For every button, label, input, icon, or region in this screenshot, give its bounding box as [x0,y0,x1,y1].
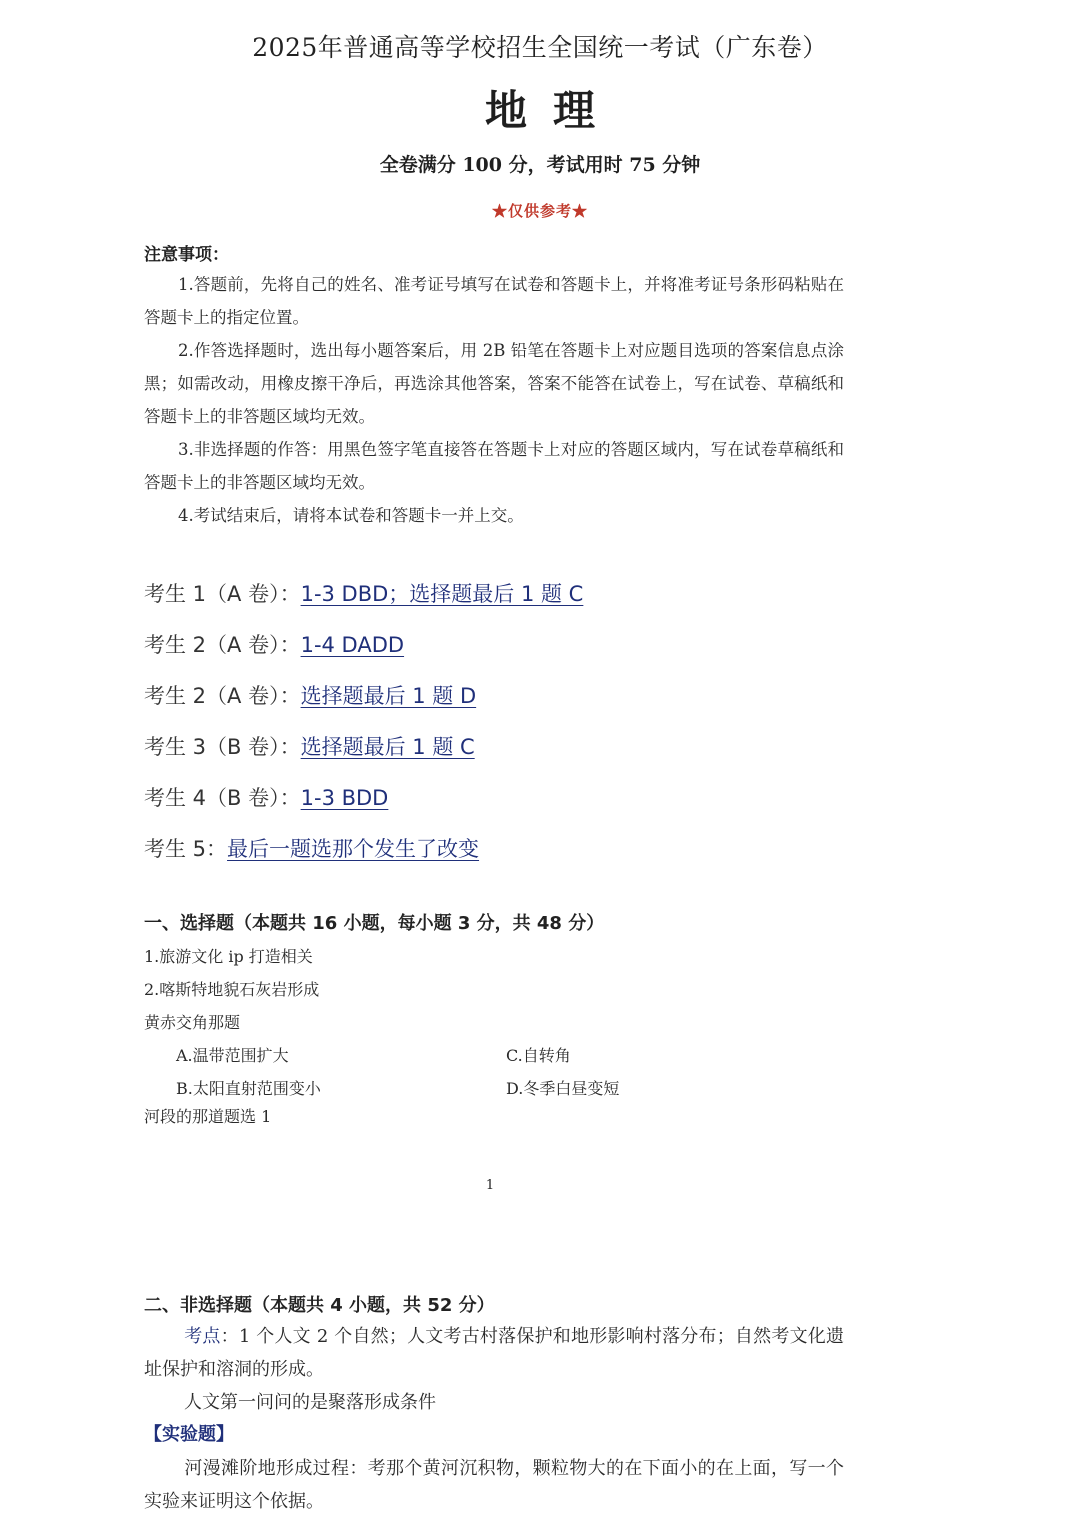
option-a: A.温带范围扩大 [176,1046,289,1065]
student-answer-row [144,731,475,761]
student-answer: 选择题最后 1 题 C [300,735,475,759]
subject-title: 地理 [484,86,621,135]
question-line: 2.喀斯特地貌石灰岩形成 [144,980,320,999]
humanities-note: 人文第一问问的是聚落形成条件 [184,1392,436,1413]
student-answer: 1-3 BDD [300,786,389,810]
notice-item: 1.答题前，先将自己的姓名、准考证号填写在试卷和答题卡上，并将准考证号条形码粘贴在答题卡上的指定位置。 [144,275,844,327]
key-points-label: 考点 [184,1326,221,1347]
option-b: B.太阳直射范围变小 [176,1079,321,1098]
section-title-choice: 一、选择题（本题共 16 小题，每小题 3 分，共 48 分） [144,913,605,934]
student-answer: 1-4 DADD [300,633,405,657]
student-answer-row [144,782,388,812]
student-answer: 最后一题选那个发生了改变 [227,837,480,861]
exam-header: 2025年普通高等学校招生全国统一考试（广东卷） [252,33,828,62]
notice-item: 3.非选择题的作答：用黑色签字笔直接答在答题卡上对应的答题区域内，写在试卷草稿纸和答题卡上的非答题区域均无效。 [144,440,844,492]
student-label: 考生 4（B 卷）： [144,786,301,810]
student-answer-row [144,578,583,608]
student-answer-row [144,629,404,659]
reference-stamp: ★仅供参考★ [491,202,588,220]
student-label: 考生 2（A 卷）： [144,684,301,708]
student-label: 考生 1（A 卷）： [144,582,301,606]
student-label: 考生 3（B 卷）： [144,735,301,759]
page-number: 1 [485,1178,495,1193]
experiment-paragraph: 河漫滩阶地形成过程：考那个黄河沉积物，颗粒物大的在下面小的在上面，写一个实验来证明这个依据。 [144,1458,844,1512]
student-label: 考生 2（A 卷）： [144,633,301,657]
question-line: 1.旅游文化 ip 打造相关 [144,947,313,966]
section-title-nonchoice: 二、非选择题（本题共 4 小题，共 52 分） [144,1295,495,1316]
student-answer-row [144,680,476,710]
key-points-paragraph: 考点：1 个人文 2 个自然；人文考古村落保护和地形影响村落分布；自然考文化遗址保护和溶洞的形成。 [144,1326,845,1380]
option-d: D.冬季白昼变短 [506,1079,620,1098]
student-label: 考生 5： [144,837,228,861]
student-answer: 选择题最后 1 题 D [300,684,477,708]
notice-item: 2.作答选择题时，选出每小题答案后，用 2B 铅笔在答题卡上对应题目选项的答案信息点涂黑；如需改动，用橡皮擦干净后，再选涂其他答案，答案不能答在试卷上，写在试卷、草稿纸和答题卡上的非答题区域均无效。 [144,341,844,426]
option-c: C.自转角 [506,1046,571,1065]
exam-meta: 全卷满分 100 分，考试用时 75 分钟 [379,154,701,176]
notice-title: 注意事项： [144,245,229,265]
student-answer-row [144,833,479,863]
experiment-title: 【实验题】 [144,1424,234,1445]
question-line: 黄赤交角那题 [144,1013,241,1032]
question-line: 河段的那道题选 1 [144,1107,272,1126]
student-answer: 1-3 DBD；选择题最后 1 题 C [300,582,584,606]
notice-item: 4.考试结束后，请将本试卷和答题卡一并上交。 [178,506,524,525]
